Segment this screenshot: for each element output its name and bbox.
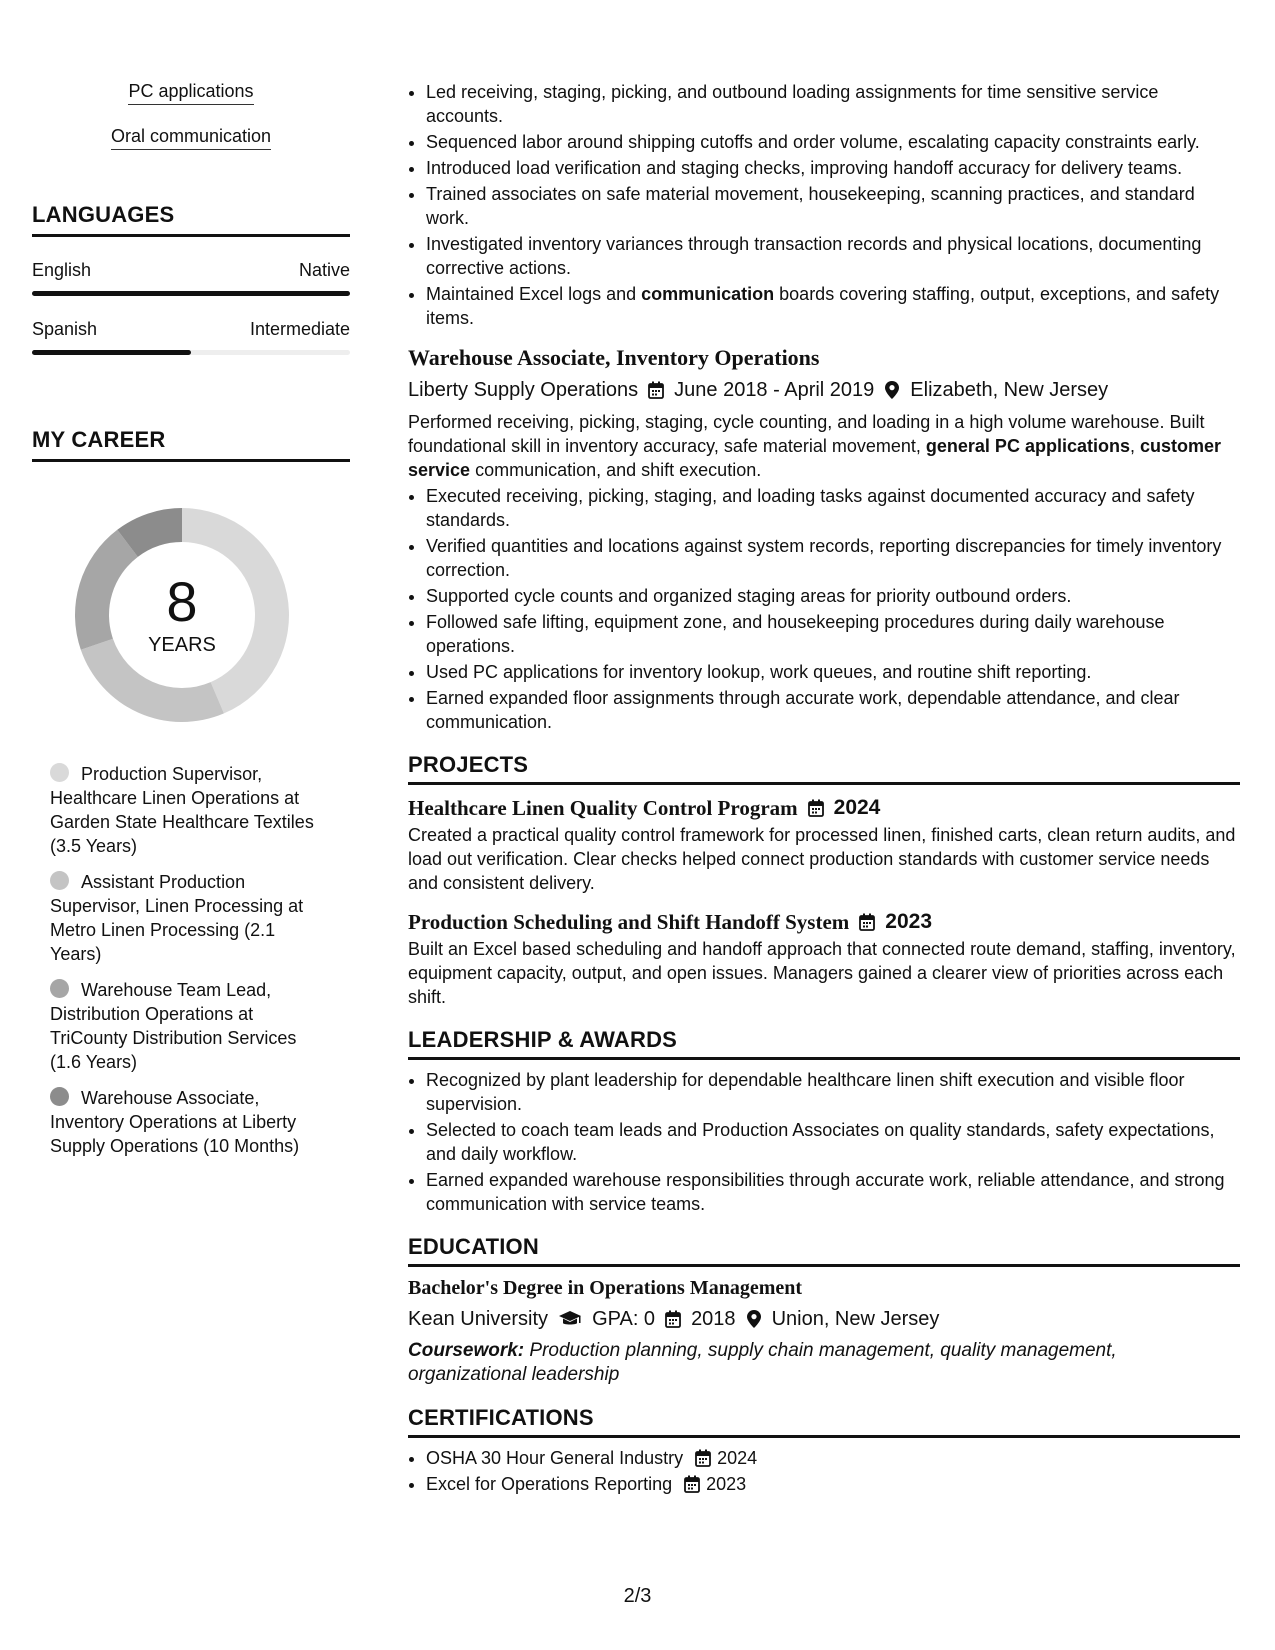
education-coursework [408,1339,1240,1387]
sidebar [32,80,350,1170]
career-total-number: 8 [166,569,198,633]
career-heading: MY CAREER [32,427,350,462]
bullet-item: • Trained associates on safe material movement, housekeeping, scanning practices, and standard work. [426,182,1240,230]
language-name: Spanish [32,319,98,339]
language-proficiency-fill [32,291,350,296]
leadership-heading: LEADERSHIP & AWARDS [408,1027,1240,1060]
certification-item [426,1446,1240,1470]
location-pin-icon [884,381,900,399]
coursework-text: Production planning, supply chain management, quality management, organizational leadership [408,1340,1117,1385]
language-level: Intermediate [249,319,350,339]
bullet-item [426,282,1240,330]
leadership-section [408,1027,1240,1216]
legend-dot [50,871,69,890]
calendar-icon [859,913,875,931]
job-dates: June 2018 - April 2019 [674,379,875,401]
career-legend-item [50,1086,330,1158]
education-location: Union, New Jersey [771,1308,940,1330]
summary-text: Performed receiving, picking, staging, cycle counting, and loading in a high volume warehouse. Built foundational skill in inventory accuracy, safe material movement, [408,412,1205,456]
bullet-bold-text: communication [641,284,775,304]
calendar-icon [665,1310,681,1328]
bullet-item: • Sequenced labor around shipping cutoffs and order volume, escalating capacity constraints early. [426,130,1240,154]
graduation-cap-icon [558,1310,582,1328]
language-name: English [32,260,92,280]
calendar-icon [695,1449,711,1467]
skill-item: PC applications [128,80,253,105]
career-legend-label: Production Supervisor, Healthcare Linen Operations at Garden State Healthcare Textiles (3.5 Years) [50,764,314,856]
bullet-item: • Introduced load verification and staging checks, improving handoff accuracy for delivery teams. [426,156,1240,180]
language-level: Native [298,260,350,280]
education-degree: Bachelor's Degree in Operations Management [408,1277,803,1299]
legend-dot [50,979,69,998]
career-legend-item [50,870,330,966]
bullet-item: • Earned expanded floor assignments through accurate work, dependable attendance, and clear communication. [426,686,1240,734]
language-entry [32,318,350,355]
career-legend-label: Assistant Production Supervisor, Linen Processing at Metro Linen Processing (2.1 Years) [50,872,304,964]
languages-heading: LANGUAGES [32,202,350,237]
certifications-heading: CERTIFICATIONS [408,1405,1240,1438]
education-year: 2018 [691,1308,736,1330]
summary-bold-text: general PC applications [925,436,1130,456]
job-location: Elizabeth, New Jersey [910,379,1109,401]
calendar-icon [684,1475,700,1493]
certification-item [426,1472,1240,1496]
language-proficiency-bar [32,291,350,296]
certification-year: 2023 [706,1474,747,1494]
projects-heading: PROJECTS [408,752,1240,785]
page-number: 2/3 [623,1585,652,1607]
certification-name: • Excel for Operations Reporting [426,1474,673,1494]
bullet-item: • Executed receiving, picking, staging, and loading tasks against documented accuracy and safety standards. [426,484,1240,532]
education-heading: EDUCATION [408,1234,1240,1267]
job-summary [408,410,1240,482]
career-legend-label: Warehouse Associate, Inventory Operations at Liberty Supply Operations (10 Months) [50,1088,300,1156]
bullet-text: Maintained Excel logs and [426,284,642,304]
calendar-icon [808,799,824,817]
project-description: Created a practical quality control framework for processed linen, finished carts, clean return audits, and load out verification. Clear checks helped connect production standards with customer service needs and consistent delivery. [408,825,1236,893]
job-entry [408,344,1240,734]
previous-job-bullets [408,80,1240,330]
language-proficiency-fill [32,350,191,355]
languages-section [32,202,350,355]
main-content [408,80,1240,1498]
bullet-item: • Recognized by plant leadership for dependable healthcare linen shift execution and visible floor supervision. [426,1068,1240,1116]
bullet-text: boards covering staffing, output, exceptions, and safety items. [426,284,1220,328]
project-title: Healthcare Linen Quality Control Program [408,796,798,820]
project-description: Built an Excel based scheduling and handoff approach that connected route demand, staffing, inventory, equipment capacity, output, and open issues. Managers gained a clearer view of priorities across each shift. [408,939,1236,1007]
bullet-item: • Selected to coach team leads and Production Associates on quality standards, safety expectations, and daily workflow. [426,1118,1240,1166]
bullet-item: • Verified quantities and locations against system records, reporting discrepancies for timely inventory correction. [426,534,1240,582]
project-entry [408,795,1240,895]
projects-section [408,752,1240,1009]
bullet-item: • Earned expanded warehouse responsibilities through accurate work, reliable attendance, and strong communication with service teams. [426,1168,1240,1216]
bullet-item: • Followed safe lifting, equipment zone, and housekeeping procedures during daily warehouse operations. [426,610,1240,658]
education-meta [408,1305,1240,1333]
project-title: Production Scheduling and Shift Handoff System [408,910,850,934]
skill-list [32,80,350,150]
language-entry [32,259,350,296]
job-title: Warehouse Associate, Inventory Operations [408,345,820,370]
education-gpa: GPA: 0 [592,1308,656,1330]
summary-text: communication, and shift execution. [470,460,762,480]
summary-bold-text: customer service [408,436,1222,480]
career-legend-item [50,762,330,858]
career-legend [50,762,330,1158]
education-section [408,1234,1240,1387]
bullet-item: • Investigated inventory variances through transaction records and physical locations, documenting corrective actions. [426,232,1240,280]
language-proficiency-bar [32,350,350,355]
job-company: Liberty Supply Operations [408,379,639,401]
legend-dot [50,1087,69,1106]
leadership-bullets [408,1068,1240,1216]
skill-item: Oral communication [111,125,271,150]
career-legend-item [50,978,330,1074]
certification-list [408,1446,1240,1496]
calendar-icon [648,381,664,399]
certifications-section [408,1405,1240,1496]
project-year: 2024 [833,796,881,819]
certification-year: 2024 [717,1448,758,1468]
bullet-item: • Supported cycle counts and organized staging areas for priority outbound orders. [426,584,1240,608]
legend-dot [50,763,69,782]
career-legend-label: Warehouse Team Lead, Distribution Operations at TriCounty Distribution Services (1.6 Years) [50,980,297,1072]
summary-text: , [1129,436,1140,456]
career-section [32,427,350,1158]
bullet-item: • Led receiving, staging, picking, and outbound loading assignments for time sensitive service accounts. [426,80,1240,128]
certification-name: • OSHA 30 Hour General Industry [426,1448,684,1468]
career-total-unit: YEARS [148,633,216,656]
project-entry [408,909,1240,1009]
education-school: Kean University [408,1308,549,1330]
job-bullets [408,484,1240,734]
coursework-label: Coursework: [408,1340,525,1361]
job-meta [408,376,1240,404]
career-donut-chart [67,500,297,730]
location-pin-icon [746,1310,762,1328]
project-year: 2023 [885,910,933,933]
bullet-item: • Used PC applications for inventory lookup, work queues, and routine shift reporting. [426,660,1240,684]
